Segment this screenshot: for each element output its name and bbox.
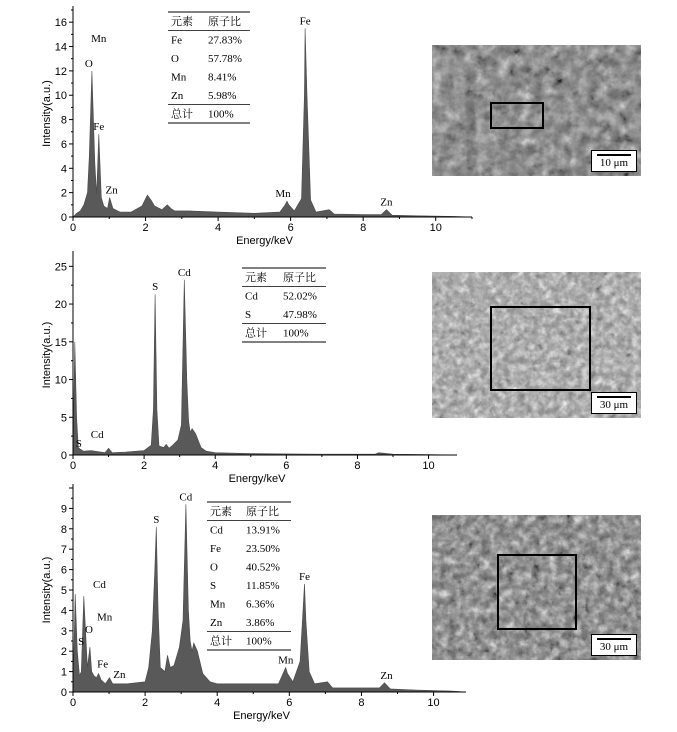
- table-cell: 23.50%: [246, 543, 280, 555]
- table-header-cell: 元素: [245, 272, 267, 284]
- table-header-cell: 原子比: [246, 506, 279, 518]
- table-total-cell: 总计: [171, 108, 193, 121]
- y-tick-label: 4: [60, 163, 67, 176]
- x-tick-label: 2: [141, 460, 148, 472]
- table-cell: Fe: [210, 543, 221, 555]
- roi-box-a: [490, 102, 544, 129]
- peak-label: Cd: [90, 428, 104, 441]
- table-cell: 27.83%: [208, 34, 242, 47]
- y-tick-label: 1: [60, 666, 67, 679]
- table-cell: 52.02%: [283, 290, 317, 303]
- y-tick-label: 3: [60, 625, 67, 638]
- peak-label: Zn: [380, 196, 393, 209]
- table-cell: Cd: [210, 524, 223, 537]
- peak-label: Cd: [93, 579, 106, 592]
- scale-bar-c: [591, 634, 637, 656]
- y-tick-label: 8: [60, 114, 67, 127]
- y-tick-label: 4: [60, 605, 67, 618]
- table-cell: 47.98%: [283, 309, 317, 321]
- y-tick-label: 12: [54, 65, 67, 78]
- table-cell: Cd: [245, 290, 258, 303]
- spectrum-area: [73, 280, 457, 455]
- table-cell: O: [171, 53, 179, 65]
- scale-bar-b: [591, 392, 637, 414]
- y-tick-label: 6: [60, 564, 67, 577]
- x-tick-label: 10: [429, 222, 442, 234]
- x-tick-label: 6: [286, 697, 293, 709]
- table-cell: 8.41%: [208, 71, 237, 84]
- peak-label: Mn: [96, 611, 113, 624]
- table-cell: S: [210, 580, 217, 592]
- table-cell: 57.78%: [208, 53, 242, 65]
- y-tick-label: 9: [60, 503, 67, 516]
- peak-label: Fe: [97, 658, 109, 671]
- peak-label: Fe: [298, 570, 310, 583]
- spectrum-area: [73, 28, 472, 217]
- x-tick-label: 0: [69, 697, 77, 709]
- scale-bar-a: [591, 150, 637, 172]
- y-tick-label: 2: [60, 646, 67, 659]
- peak-label: Cd: [177, 266, 191, 279]
- table-total-cell: 100%: [208, 108, 234, 121]
- sem-image-c: [432, 515, 641, 660]
- x-tick-label: 10: [427, 697, 440, 709]
- x-tick-label: 10: [422, 460, 435, 472]
- table-header-cell: 元素: [210, 506, 232, 518]
- x-tick-label: 8: [354, 460, 361, 472]
- peak-label: Mn: [278, 654, 294, 667]
- peak-label: Cd: [179, 491, 193, 504]
- scale-bar-line-b: [597, 396, 631, 398]
- sem-image-a: [432, 45, 641, 176]
- table-cell: Mn: [171, 71, 187, 84]
- y-tick-label: 2: [60, 187, 67, 200]
- x-tick-label: 6: [283, 460, 290, 472]
- eds-chart-0: [41, 6, 472, 247]
- scale-bar-label-b: 30 μm: [599, 399, 629, 411]
- scale-bar-line-c: [597, 638, 631, 640]
- x-tick-label: 4: [212, 460, 219, 472]
- peak-label: Zn: [105, 184, 118, 197]
- table-cell: 11.85%: [246, 580, 280, 592]
- y-tick-label: 16: [54, 17, 67, 30]
- composition-table-b: [242, 268, 326, 342]
- y-axis-title: Intensity(a.u.): [41, 80, 53, 147]
- composition-table-c: [207, 502, 291, 650]
- x-tick-label: 4: [214, 697, 221, 709]
- table-total-cell: 总计: [245, 327, 267, 340]
- x-axis-title: Energy/keV: [228, 473, 286, 485]
- x-axis-title: Energy/keV: [233, 710, 290, 722]
- peak-label: S: [78, 636, 85, 649]
- peak-label: O: [84, 57, 93, 70]
- y-tick-label: 0: [60, 212, 67, 224]
- table-cell: 5.98%: [208, 90, 237, 102]
- table-cell: Zn: [171, 90, 184, 102]
- y-tick-label: 0: [60, 687, 67, 699]
- y-tick-label: 25: [54, 261, 67, 274]
- x-tick-label: 4: [215, 222, 222, 234]
- peak-label: Mn: [91, 32, 107, 45]
- peak-label: Mn: [275, 188, 291, 201]
- table-cell: 13.91%: [246, 524, 280, 537]
- x-tick-label: 2: [142, 697, 149, 709]
- x-tick-label: 2: [142, 222, 149, 234]
- y-tick-label: 5: [60, 585, 67, 597]
- x-tick-label: 0: [69, 460, 77, 472]
- y-tick-label: 6: [60, 138, 67, 151]
- x-tick-label: 8: [360, 222, 367, 234]
- peak-label: S: [153, 513, 160, 526]
- table-cell: Fe: [171, 34, 182, 47]
- table-cell: 6.36%: [246, 598, 275, 611]
- peak-label: S: [152, 281, 159, 294]
- table-total-cell: 100%: [246, 635, 272, 648]
- sem-image-b: [432, 272, 641, 418]
- scale-bar-line-a: [597, 154, 631, 156]
- table-header-cell: 元素: [171, 16, 193, 28]
- x-tick-label: 8: [358, 697, 365, 709]
- y-tick-label: 7: [60, 544, 67, 557]
- y-tick-label: 8: [60, 523, 67, 536]
- y-tick-label: 14: [54, 41, 67, 54]
- table-cell: Mn: [210, 598, 226, 611]
- table-cell: O: [210, 561, 218, 574]
- peak-label: Zn: [380, 669, 393, 682]
- y-tick-label: 10: [54, 374, 67, 387]
- y-tick-label: 15: [54, 336, 67, 349]
- table-cell: 40.52%: [246, 561, 280, 574]
- table-cell: S: [245, 309, 252, 321]
- y-tick-label: 0: [60, 450, 67, 462]
- peak-label: O: [84, 623, 93, 636]
- roi-box-b: [490, 306, 591, 391]
- peak-label: Zn: [113, 668, 126, 681]
- scale-bar-label-c: 30 μm: [599, 641, 629, 653]
- y-tick-label: 5: [60, 412, 67, 425]
- y-tick-label: 10: [54, 90, 67, 103]
- peak-label: Fe: [93, 121, 105, 134]
- x-tick-label: 6: [287, 222, 294, 234]
- y-tick-label: 20: [54, 299, 67, 312]
- table-header-cell: 原子比: [283, 272, 316, 284]
- table-total-cell: 总计: [210, 635, 232, 648]
- x-tick-label: 0: [69, 222, 77, 234]
- roi-box-c: [497, 554, 577, 630]
- peak-label: S: [75, 438, 82, 451]
- table-cell: 3.86%: [246, 617, 275, 629]
- table-cell: Zn: [210, 617, 223, 629]
- peak-label: Fe: [299, 15, 311, 28]
- scale-bar-label-a: 10 μm: [599, 157, 629, 169]
- x-axis-title: Energy/keV: [236, 235, 293, 247]
- y-axis-title: Intensity(a.u.): [41, 556, 53, 624]
- table-total-cell: 100%: [283, 327, 309, 340]
- table-header-cell: 原子比: [208, 16, 241, 28]
- y-axis-title: Intensity(a.u.): [41, 321, 53, 389]
- composition-table-a: [168, 12, 250, 123]
